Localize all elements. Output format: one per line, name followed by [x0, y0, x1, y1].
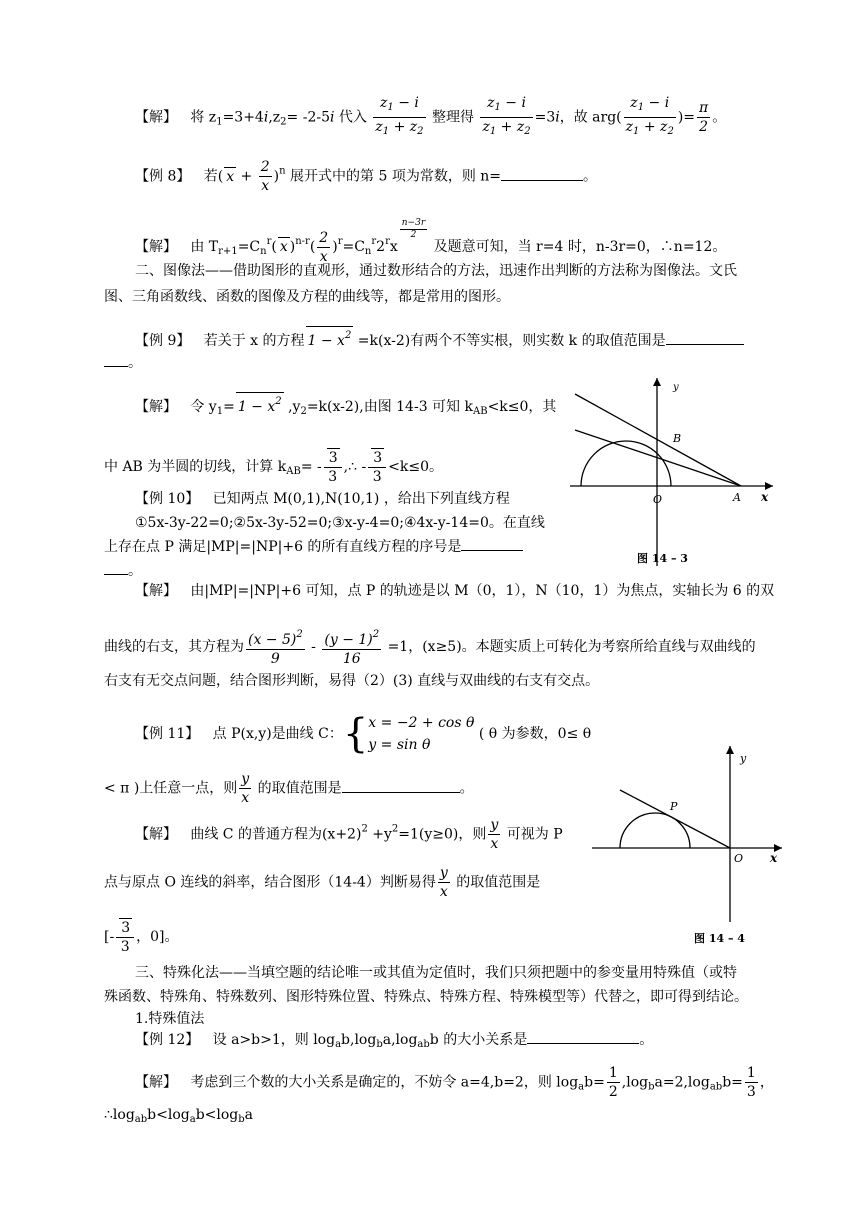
text: z: [487, 95, 495, 111]
text: x: [439, 884, 448, 900]
text: r+1: [218, 246, 238, 257]
text: [-: [104, 929, 115, 945]
text: 1: [489, 126, 497, 137]
solution-9-line-2: [104, 448, 443, 486]
text: 由 T: [190, 239, 219, 255]
section-3-line-1: 三、特殊化法——当填空题的结论唯一或其值为定值时，我们只须把题中的参变量用特殊值（或特: [135, 965, 737, 981]
figure-caption: 图 14 – 4: [694, 932, 745, 945]
text: 曲线的右支，其方程为: [104, 639, 244, 655]
text: 1: [637, 102, 645, 113]
fraction: [373, 94, 425, 141]
text: z: [630, 95, 638, 111]
text: AB: [473, 406, 488, 417]
text: a: [578, 1081, 585, 1093]
text: 2: [376, 239, 386, 255]
text: n-r: [295, 236, 310, 247]
fraction: [246, 626, 305, 668]
text: 的取值范围是: [451, 874, 541, 891]
text: x = −2 + cos θ: [368, 715, 475, 731]
text: 3: [121, 920, 131, 936]
text: 。: [459, 780, 474, 797]
fraction: [488, 816, 500, 853]
text: =: [223, 399, 235, 415]
text: 已知两点 M(0,1),N(10,1) ，给出下列直线方程: [212, 491, 510, 507]
fraction: [116, 918, 134, 956]
text: 中 AB 为半圆的切线，计算 k: [104, 459, 287, 475]
text: ,log: [621, 1074, 649, 1091]
text: 2: [361, 823, 368, 835]
example-9: [135, 326, 744, 350]
text: x: [226, 168, 235, 185]
text: 3: [372, 469, 382, 485]
text: 2: [275, 396, 282, 407]
text: 2: [417, 126, 424, 137]
solution-tag: 【解】: [135, 826, 177, 843]
example-tag: 【例 12】: [135, 1032, 200, 1048]
text: b: [648, 1081, 655, 1093]
text: 。: [128, 355, 142, 371]
text: 若(: [203, 168, 224, 185]
text: 1: [382, 126, 390, 137]
text: + z: [639, 119, 668, 135]
text: b<log: [195, 1107, 239, 1123]
example-9-cont: [104, 354, 142, 372]
text: <k≤0，其: [487, 399, 557, 415]
text: (y − 1): [324, 632, 373, 648]
text: 。: [639, 1032, 654, 1048]
point-a-label: A: [733, 491, 741, 504]
text: y: [490, 817, 499, 833]
text: +: [236, 168, 257, 185]
text: − i: [644, 95, 670, 111]
secant-line: [575, 394, 741, 486]
text: <k≤0。: [388, 459, 443, 475]
equation-system: [368, 712, 474, 756]
text: a: [244, 1107, 254, 1123]
example-tag: 【例 9】: [135, 333, 191, 349]
text: AB: [286, 466, 301, 477]
section-3-line-2: 殊函数、特殊角、特殊数列、图形特殊位置、特殊点、特殊方程、特殊模型等）代替之，即可得到结论。: [104, 989, 748, 1005]
solution-tag: 【解】: [135, 109, 177, 126]
text: ( θ 为参数，0≤ θ: [478, 726, 592, 742]
text: ab: [709, 1081, 723, 1093]
fraction: [438, 864, 450, 901]
text: 2: [296, 629, 303, 640]
text: 1 − x: [307, 333, 345, 349]
fraction: [607, 1064, 620, 1101]
text: i: [330, 109, 335, 126]
fraction: [368, 448, 386, 486]
text: 由|MP|=|NP|+6 可知，点 P 的轨迹是以 M（0，1），N（10，1）为焦点，实轴长为 6 的双: [190, 583, 775, 599]
exponent-fraction: [400, 218, 427, 241]
text: =C: [237, 239, 261, 255]
text: 将 z: [190, 109, 217, 126]
x-axis-arrow: [765, 482, 773, 490]
text: =3+4: [222, 109, 264, 126]
answer-blank[interactable]: [527, 1043, 639, 1044]
text: 2: [260, 159, 270, 175]
text: 2: [344, 330, 352, 341]
text: b: [376, 1039, 383, 1050]
y-axis-arrow: [726, 746, 734, 754]
text: ∴log: [104, 1107, 135, 1123]
text: (: [309, 239, 316, 255]
text: 2: [524, 126, 531, 137]
text: b=: [584, 1074, 605, 1091]
text: y: [241, 771, 250, 787]
text: n: [260, 246, 267, 257]
text: =C: [342, 239, 365, 255]
text: ，: [759, 1074, 774, 1091]
text: ): [273, 168, 280, 185]
text: ): [289, 239, 296, 255]
text: ，故 arg(: [559, 109, 622, 126]
text: 设 a>b>1，则 log: [212, 1032, 336, 1048]
example-8: [135, 158, 597, 195]
example-10-line-4: [104, 562, 142, 580]
fraction: [745, 1064, 758, 1101]
section-2-line-1: 二、图像法——借助图形的直观形，通过数形结合的方法，迅速作出判断的方法称为图像法。文氏: [135, 263, 737, 279]
text: ,y: [283, 399, 301, 415]
text: 16: [342, 651, 361, 667]
sqrt: [306, 326, 354, 350]
text: b=: [722, 1074, 743, 1091]
text: z: [380, 95, 388, 111]
point-b-label: B: [673, 432, 682, 445]
text: (: [271, 239, 277, 255]
solution-11-line-3: [104, 918, 179, 956]
text: (x − 5): [248, 632, 297, 648]
example-10-line-1: [135, 490, 510, 508]
solution-tag: 【解】: [135, 399, 177, 415]
text: 9: [270, 651, 280, 667]
text: 上存在点 P 满足|MP|=|NP|+6 的所有直线方程的序号是: [104, 539, 462, 555]
text: ): [332, 239, 338, 255]
text: = -2-5: [286, 109, 330, 126]
text: r: [266, 236, 272, 247]
text: 1: [387, 102, 394, 113]
text: +y: [367, 826, 392, 843]
text: 3: [746, 1084, 756, 1100]
text: ,∴ -: [343, 459, 367, 475]
text: a=2,log: [654, 1074, 710, 1091]
text: x: [241, 790, 250, 806]
text: y: [439, 865, 448, 881]
text: 2: [319, 229, 329, 246]
tangent-line: [575, 430, 741, 486]
text: 3: [328, 450, 338, 466]
text: < π )上任意一点，则: [104, 780, 238, 797]
text: =k(x-2),由图 14-3 可知 k: [306, 399, 473, 415]
text: 2: [608, 1084, 618, 1100]
example-11-line-1: [135, 712, 591, 756]
solution-tag: 【解】: [135, 1074, 177, 1091]
solution-10-line-2: [104, 626, 756, 668]
example-10-line-2: ①5x-3y-22=0;②5x-3y-52=0;③x-y-4=0;④4x-y-14=0。在直线: [135, 515, 545, 531]
text: r: [337, 236, 343, 247]
figure-14-3: [565, 372, 785, 572]
text: 。: [128, 563, 142, 579]
example-10-line-3: [104, 538, 523, 556]
text: 2: [699, 119, 709, 135]
semicircle: [620, 813, 690, 848]
answer-blank[interactable]: [666, 344, 744, 345]
text: 2: [372, 629, 380, 640]
text: 3: [328, 469, 338, 485]
text: )=: [677, 109, 696, 126]
text: y = sin θ: [368, 737, 431, 753]
text: 2: [391, 823, 399, 835]
text: 点 P(x,y)是曲线 C：: [212, 726, 343, 742]
fraction: [324, 448, 342, 486]
y-axis-arrow: [653, 378, 661, 386]
origin-label: O: [653, 493, 663, 506]
text: -: [306, 639, 321, 655]
text: ，0]。: [136, 929, 179, 945]
text: a,log: [382, 1032, 418, 1048]
text: z: [482, 119, 490, 135]
text: ab: [134, 1114, 148, 1125]
text: n: [364, 246, 372, 257]
text: 1: [216, 116, 223, 128]
text: x: [389, 239, 398, 255]
text: 曲线 C 的普通方程为(x+2): [190, 826, 362, 843]
solution-10-line-1: [135, 582, 774, 600]
text: b,log: [341, 1032, 377, 1048]
text: 1: [216, 406, 224, 417]
fraction: [317, 229, 330, 266]
fraction: [480, 94, 532, 141]
text: =1，(x≥5)。本题实质上可转化为考察所给直线与双曲线的: [383, 639, 756, 655]
text: ab: [417, 1039, 430, 1050]
text: x: [261, 178, 270, 194]
text: a: [189, 1114, 196, 1125]
text: 3: [373, 450, 383, 466]
solution-tag: 【解】: [135, 239, 177, 255]
text: ,z: [268, 109, 281, 126]
answer-blank[interactable]: [501, 180, 583, 181]
text: z: [625, 119, 634, 135]
text: r: [371, 236, 377, 247]
fraction: [697, 99, 710, 136]
text: 1: [494, 102, 501, 113]
fraction: [624, 94, 676, 141]
text: 考虑到三个数的大小关系是确定的，不妨令 a=4,b=2，则 log: [190, 1074, 579, 1091]
solution-12-line-2: [104, 1106, 253, 1129]
text: + z: [496, 119, 525, 135]
text: 1: [746, 1065, 756, 1081]
sqrt: [236, 392, 284, 416]
example-11-line-2: [104, 770, 474, 807]
solution-tag: 【解】: [135, 583, 177, 599]
fraction: [239, 770, 251, 807]
solution-8: [135, 218, 726, 266]
text: n−3r: [401, 218, 426, 228]
text: =1(y≥0)，则: [398, 826, 487, 843]
figure-14-4: [590, 742, 790, 952]
text: a: [335, 1039, 342, 1050]
text: 2: [300, 406, 307, 417]
text: − i: [500, 95, 526, 111]
text: 若关于 x 的方程: [203, 333, 305, 349]
text: 展开式中的第 5 项为常数，则 n=: [285, 168, 502, 185]
text: π: [699, 100, 709, 116]
text: 。: [583, 168, 598, 185]
example-tag: 【例 11】: [135, 726, 200, 742]
text: 可视为 P: [502, 826, 563, 843]
x-label: x: [770, 851, 778, 865]
solution-9-line-1: [135, 392, 556, 421]
x-label: x: [761, 490, 769, 504]
text: 代入: [334, 109, 367, 126]
origin-label: O: [734, 852, 744, 865]
solution-11-line-2: [104, 864, 540, 901]
text: x: [490, 836, 499, 852]
fraction: [322, 626, 381, 668]
text: n: [279, 165, 286, 177]
text: =3: [534, 109, 556, 126]
section-2-line-2: 图、三角函数线、函数的图像及方程的曲线等，都是常用的图形。: [104, 289, 510, 305]
text: =k(x-2)有两个不等实根，则实数 k 的取值范围是: [353, 333, 666, 349]
figure-caption: 图 14 – 3: [637, 552, 688, 565]
text: − i: [393, 95, 419, 111]
text: 2: [667, 126, 674, 137]
text: + z: [389, 119, 418, 135]
answer-blank-cont[interactable]: [104, 574, 128, 575]
text: = -: [300, 459, 322, 475]
section-3-subheading: 1.特殊值法: [135, 1011, 205, 1027]
solution-line-1: [135, 94, 726, 141]
text: z: [375, 119, 383, 135]
text: 2: [410, 230, 417, 240]
text: 的取值范围是: [253, 780, 342, 797]
example-tag: 【例 10】: [135, 491, 200, 507]
solution-12-line-1: [135, 1064, 774, 1101]
answer-blank-cont[interactable]: [104, 366, 128, 367]
text: i: [555, 109, 560, 126]
answer-blank[interactable]: [461, 550, 523, 551]
tangent-line: [620, 790, 730, 848]
text: b 的大小关系是: [429, 1032, 528, 1048]
text: 3: [120, 939, 130, 955]
text: i: [263, 109, 269, 126]
example-12: [135, 1031, 653, 1054]
text: 整理得: [432, 109, 474, 126]
text: 2: [280, 116, 287, 128]
fraction: [259, 158, 272, 195]
text: x: [279, 239, 288, 255]
text: r: [385, 236, 390, 247]
text: 点与原点 O 连线的斜率，结合图形（14-4）判断易得: [104, 874, 436, 891]
y-label: y: [673, 382, 679, 393]
text: x: [319, 248, 328, 265]
brace: {: [342, 711, 369, 757]
solution-10-line-3: 右支有无交点问题，结合图形判断，易得（2）(3) 直线与双曲线的右支有交点。: [104, 673, 600, 689]
point-p-label: P: [670, 800, 678, 813]
answer-blank[interactable]: [342, 792, 460, 793]
solution-11-line-1: [135, 816, 563, 853]
text: 1: [608, 1065, 618, 1081]
text: b: [238, 1114, 245, 1125]
text: 。: [712, 109, 727, 126]
text: b<log: [147, 1107, 190, 1123]
example-tag: 【例 8】: [135, 168, 191, 185]
y-label: y: [740, 752, 747, 765]
text: 令 y: [190, 399, 217, 415]
text: 1: [633, 126, 640, 137]
text: 1 − x: [237, 399, 276, 415]
text: 及题意可知，当 r=4 时，n-3r=0，∴n=12。: [429, 239, 727, 255]
